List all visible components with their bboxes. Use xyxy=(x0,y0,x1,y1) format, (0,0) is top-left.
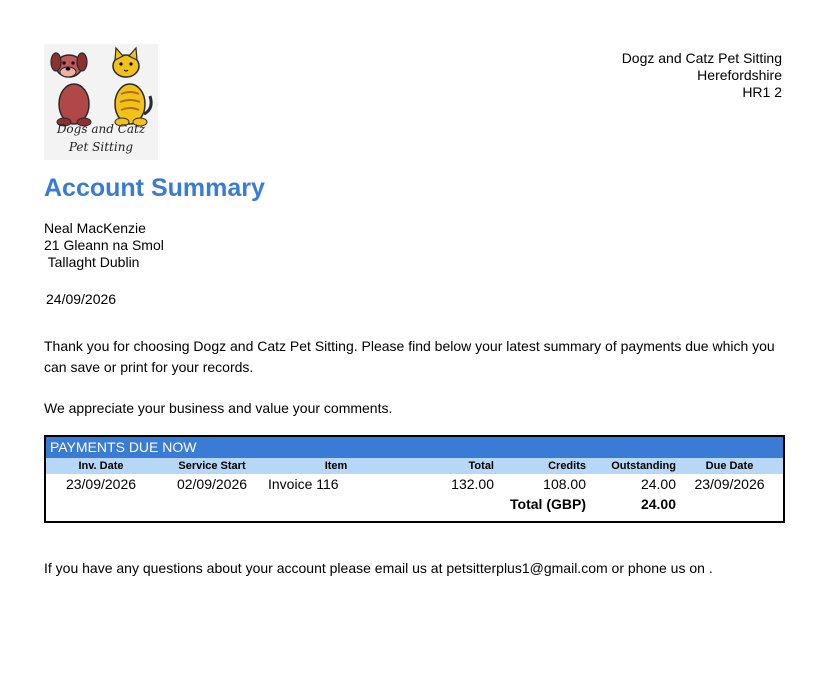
col-service-start: Service Start xyxy=(156,458,268,474)
empty-cell xyxy=(676,494,783,514)
recipient-street: 21 Gleann na Smol xyxy=(44,237,164,253)
cell-credits: 108.00 xyxy=(543,476,586,492)
empty-cell xyxy=(268,494,404,514)
statement-date: 24/09/2026 xyxy=(46,291,117,307)
empty-cell xyxy=(46,494,156,514)
col-credits: Credits xyxy=(494,458,586,474)
cell-inv-date: 23/09/2026 xyxy=(65,476,137,492)
payments-table xyxy=(46,458,783,514)
page-title: Account Summary xyxy=(44,174,265,202)
contact-paragraph: If you have any questions about your account please email us at petsitterplus1@gmail.com or phone us on . xyxy=(44,560,713,576)
col-inv-date: Inv. Date xyxy=(46,458,156,474)
cell-total: 132.00 xyxy=(451,476,494,492)
intro-paragraph: Thank you for choosing Dogz and Catz Pet Sitting. Please find below your latest summary of payments due which you can save or print for your records. xyxy=(44,338,775,375)
company-logo xyxy=(44,44,158,160)
cell-item: Invoice 116 xyxy=(268,476,339,492)
cell-due-date: 23/09/2026 xyxy=(694,476,765,492)
col-outstanding: Outstanding xyxy=(586,458,676,474)
payments-due-box xyxy=(44,435,785,523)
payments-header: PAYMENTS DUE NOW xyxy=(46,437,783,458)
empty-cell xyxy=(156,494,268,514)
col-total: Total xyxy=(404,458,494,474)
company-county: Herefordshire xyxy=(697,67,782,83)
appreciation-paragraph: We appreciate your business and value your comments. xyxy=(44,400,393,416)
dog-and-cat-logo-icon xyxy=(44,44,158,160)
company-postcode: HR1 2 xyxy=(742,84,782,100)
company-name: Dogz and Catz Pet Sitting xyxy=(621,50,782,66)
total-row xyxy=(46,494,783,514)
recipient-city: Tallaght Dublin xyxy=(44,254,140,270)
table-row xyxy=(46,474,783,494)
cell-outstanding: 24.00 xyxy=(640,476,676,492)
recipient-name: Neal MacKenzie xyxy=(44,220,146,236)
total-label: Total (GBP) xyxy=(510,496,586,512)
recipient-address xyxy=(44,220,164,271)
logo-line1: Dogs and Catz xyxy=(56,122,146,136)
cell-service-start: 02/09/2026 xyxy=(176,476,248,492)
col-item: Item xyxy=(268,458,404,474)
logo-line2: Pet Sitting xyxy=(68,140,134,154)
total-value: 24.00 xyxy=(640,496,676,512)
col-due-date: Due Date xyxy=(676,458,783,474)
empty-cell xyxy=(404,494,494,514)
company-address xyxy=(622,50,782,101)
payments-column-headers xyxy=(46,458,783,474)
